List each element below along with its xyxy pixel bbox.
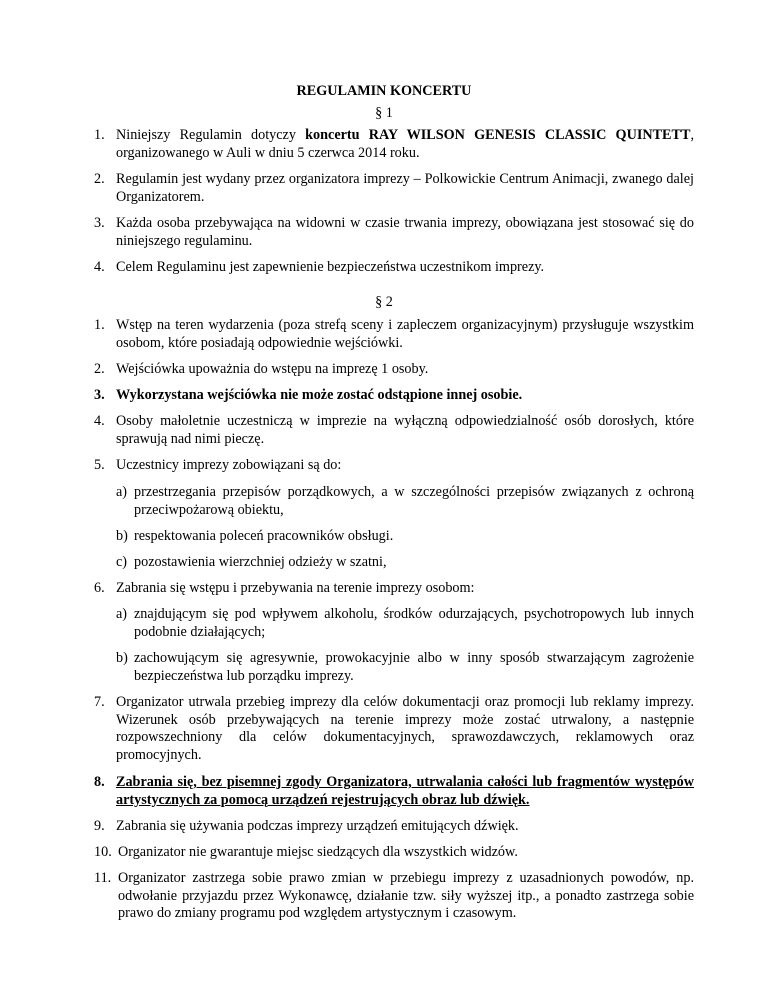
document-title: REGULAMIN KONCERTU [296,83,472,99]
item-text: Regulamin jest wydany przez organizatora imprezy – Polkowickie Centrum Animacji, zwanego dalej Organizatorem. [116,171,694,205]
s2-item-5-sub-a [116,484,694,519]
item-text: Organizator utrwala przebieg imprezy dla celów dokumentacji oraz promocji lub reklamy imprezy. Wizerunek osób przebywających na terenie imprezy może zostać utrwalony, a następnie rozpowszechniony dla celów dokumentacyjnych, sprawozdawczych, reklamowych oraz promocyjnych. [116,694,695,763]
item-number: 8. [94,774,105,790]
item-number: 9. [94,818,105,834]
s2-item-7 [94,694,694,764]
item-number: 7. [94,694,105,710]
s1-item-3 [94,215,694,250]
item-text: Organizator nie gwarantuje miejsc siedzących dla wszystkich widzów. [118,844,518,860]
s2-item-11 [94,870,694,923]
item-number: 1. [94,317,105,333]
sub-letter: b) [116,650,128,666]
s2-item-3 [94,387,694,405]
item-number: 3. [94,387,105,403]
item-text: Wstęp na teren wydarzenia (poza strefą sceny i zapleczem organizacyjnym) przysługuje wszystkim osobom, które posiadają odpowiednie wejściówki. [116,317,694,351]
item-text: Każda osoba przebywająca na widowni w czasie trwania imprezy, obowiązana jest stosować się do niniejszego regulaminu. [116,215,694,249]
item-number: 5. [94,457,105,473]
item-number: 2. [94,171,105,187]
item-number: 3. [94,215,105,231]
item-number: 4. [94,259,105,275]
s2-item-6-sub-a [116,606,694,641]
section-1-heading: § 1 [375,105,393,121]
item-number: 10. [94,844,112,860]
sub-text: pozostawienia wierzchniej odzieży w szatni, [134,554,387,570]
item-number: 6. [94,580,105,596]
item-text: Zabrania się używania podczas imprezy urządzeń emitujących dźwięk. [116,818,519,834]
section-2-heading: § 2 [375,294,393,310]
s2-item-9 [94,818,694,836]
s2-item-10 [94,844,694,862]
sub-text: znajdującym się pod wpływem alkoholu, środków odurzających, psychotropowych lub innych podobnie działających; [134,606,694,640]
item-text: Niniejszy Regulamin dotyczy koncertu RAY WILSON GENESIS CLASSIC QUINTETT, organizowanego w Auli w dniu 5 czerwca 2014 roku. [116,127,694,161]
item-text: Uczestnicy imprezy zobowiązani są do: [116,457,342,473]
item-text: Osoby małoletnie uczestniczą w imprezie na wyłączną odpowiedzialność osób dorosłych, które sprawują nad nimi pieczę. [116,413,694,447]
item-text: Zabrania się, bez pisemnej zgody Organizatora, utrwalania całości lub fragmentów występów artystycznych za pomocą urządzeń rejestrujących obraz lub dźwięk. [116,774,694,808]
s1-item-1 [94,127,694,162]
sub-text: zachowującym się agresywnie, prowokacyjnie albo w inny sposób stwarzającym zagrożenie bezpieczeństwa lub porządku imprezy. [134,650,694,684]
s1-item-4 [94,259,694,277]
item-text: Wejściówka upoważnia do wstępu na imprezę 1 osoby. [116,361,429,377]
item-number: 2. [94,361,105,377]
item-text: Celem Regulaminu jest zapewnienie bezpieczeństwa uczestnikom imprezy. [116,259,545,275]
s2-item-2 [94,361,694,379]
item-number: 11. [94,870,112,886]
s2-item-6-sub-b [116,650,694,685]
item-number: 1. [94,127,105,143]
s2-item-4 [94,413,694,448]
s1-item-2 [94,171,694,206]
item-number: 4. [94,413,105,429]
item-text: Zabrania się wstępu i przebywania na terenie imprezy osobom: [116,580,475,596]
sub-text: przestrzegania przepisów porządkowych, a w szczególności przepisów związanych z ochroną przeciwpożarową obiektu, [134,484,694,518]
s2-item-8 [94,774,694,809]
concert-name: koncertu RAY WILSON GENESIS CLASSIC QUINTETT [305,127,691,143]
s2-item-5-sub-c [116,554,694,572]
sub-letter: a) [116,484,128,500]
sub-text: respektowania poleceń pracowników obsługi. [134,528,394,544]
sub-letter: b) [116,528,128,544]
item-text: Organizator zastrzega sobie prawo zmian w przebiegu imprezy z uzasadnionych powodów, np. odwołanie przyjazdu przez Wykonawcę, działanie tzw. siły wyższej itp., a ponadto zastrzega sobie prawo do zmiany programu pod względem artystycznym i czasowym. [118,870,694,921]
sub-letter: a) [116,606,128,622]
s2-item-5-sub-b [116,528,694,546]
s2-item-5 [94,457,694,475]
item-text: Wykorzystana wejściówka nie może zostać odstąpione innej osobie. [116,387,523,403]
sub-letter: c) [116,554,128,570]
s2-item-6 [94,580,694,598]
s2-item-1 [94,317,694,352]
